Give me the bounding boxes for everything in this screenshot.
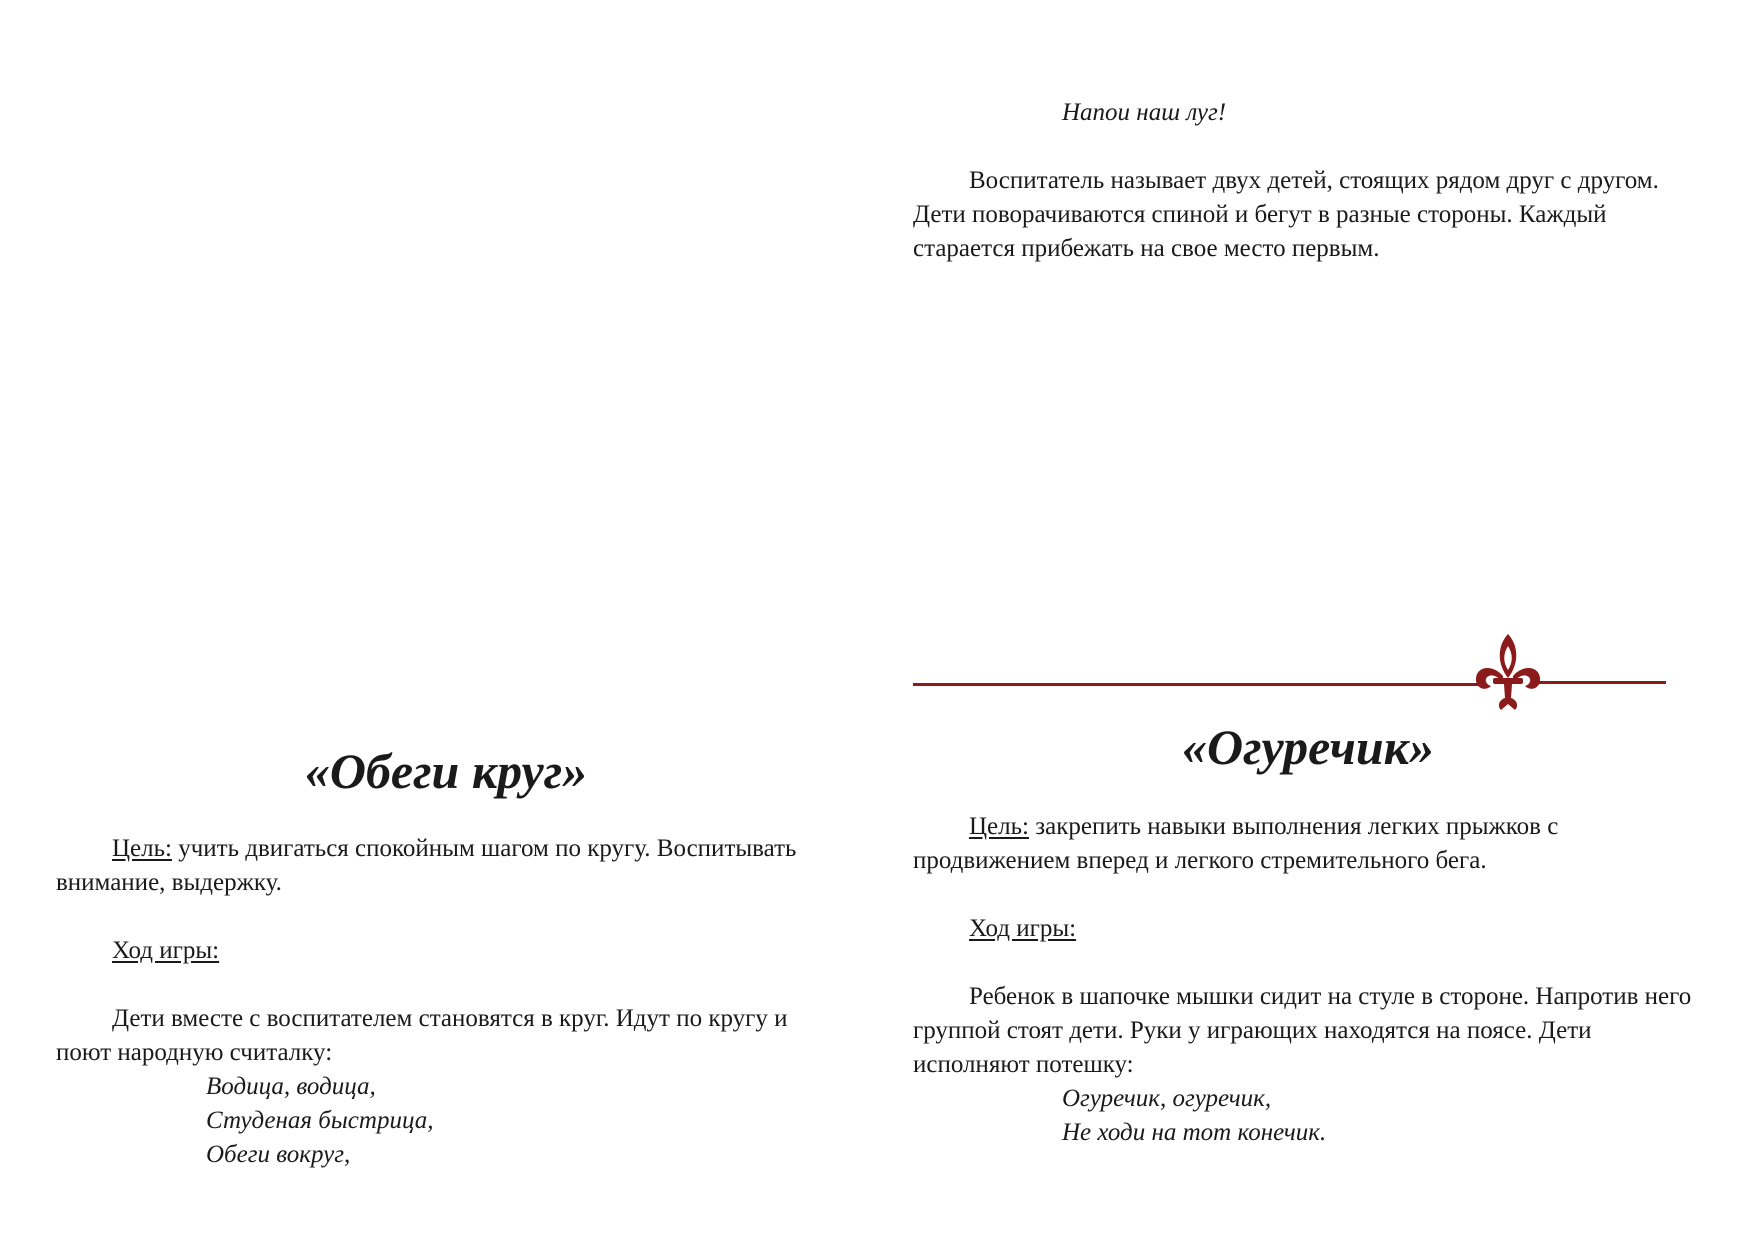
progress-label-paragraph (56, 934, 826, 968)
game-description: Ребенок в шапочке мышки сидит на стуле в стороне. Напротив него группой стоят дети. Руки у играющих находятся на поясе. Дети исполняют потешку: (913, 983, 1692, 1078)
divider-line-left (913, 683, 1483, 686)
goal-text: закрепить навыки выполнения легких прыжков с продвижением вперед и легкого стремительного бега. (913, 813, 1559, 874)
goal-label: Цель: (969, 813, 1029, 840)
game-title-obegi-krug: «Обеги круг» (304, 743, 588, 799)
verse-line: Студеная быстрица, (206, 1107, 434, 1134)
verse-line: Обеги вокруг, (206, 1141, 351, 1168)
goal-text: учить двигаться спокойным шагом по кругу. Воспитывать внимание, выдержку. (56, 835, 797, 896)
progress-label: Ход игры: (112, 937, 220, 964)
progress-label-paragraph (913, 912, 1703, 946)
right-page (877, 0, 1754, 1240)
verse-line: Огуречик, огуречик, (1062, 1085, 1272, 1112)
verse-continuation (1062, 96, 1226, 130)
game-description: Дети вместе с воспитателем становятся в круг. Идут по кругу и поют народную считалку: (56, 1005, 788, 1066)
verse-line: Не ходи на тот конечик. (1062, 1119, 1327, 1146)
divider-line-right (1532, 681, 1666, 684)
progress-label: Ход игры: (969, 915, 1077, 942)
verse-line: Водица, водица, (206, 1073, 376, 1100)
verse-line: Напои наш луг! (1062, 99, 1227, 126)
goal-label: Цель: (112, 835, 172, 862)
nursery-rhyme (1062, 1082, 1326, 1150)
counting-rhyme (206, 1070, 434, 1172)
game-title-ogurechik: «Огуречик» (1181, 719, 1435, 775)
game-rules: Воспитатель называет двух детей, стоящих рядом друг с другом. Дети поворачиваются спиной и бегут в разные стороны. Каждый старается прибежать на свое место первым. (913, 167, 1659, 262)
goal-paragraph (56, 832, 826, 900)
fleur-de-lis-icon (1473, 632, 1543, 712)
goal-paragraph (913, 810, 1703, 878)
